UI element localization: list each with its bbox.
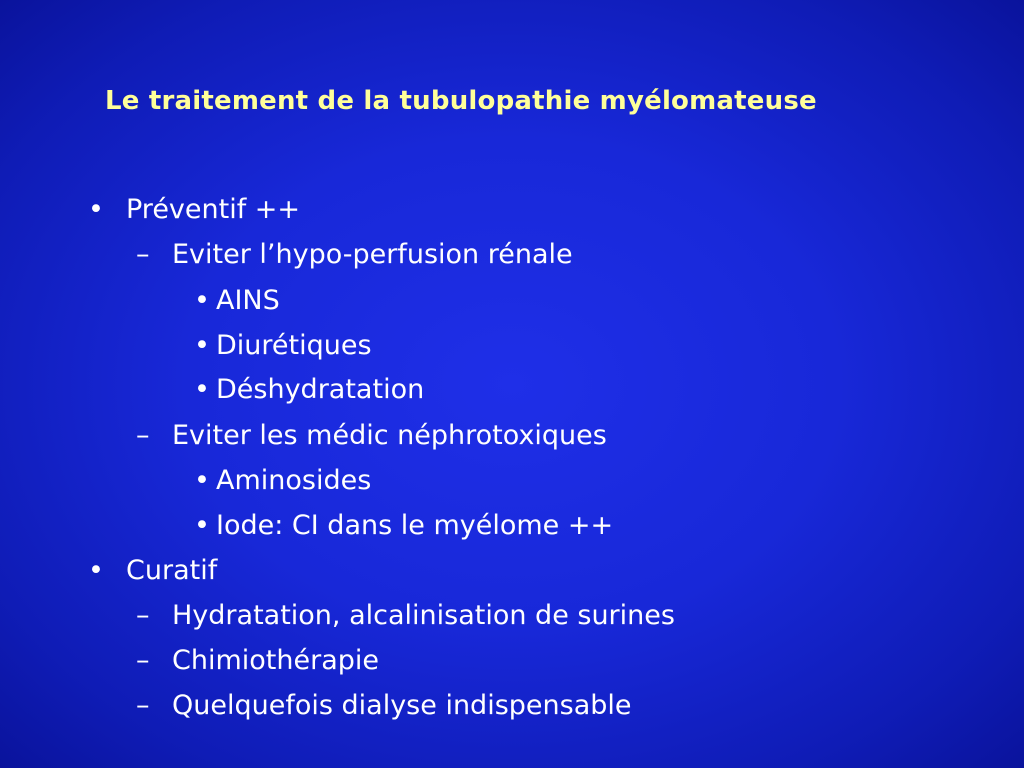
dash-marker: – [136,239,150,270]
bullet-preventif: Préventif ++ [126,194,301,225]
bullet-marker: • [194,374,210,405]
bullet-marker: • [88,194,104,225]
dash-marker: – [136,600,150,631]
slide-title: Le traitement de la tubulopathie myélomateuse [105,86,817,116]
subitem-chimiotherapie: Chimiothérapie [172,645,379,676]
bullet-marker: • [194,285,210,316]
bullet-marker: • [194,330,210,361]
dash-marker: – [136,420,150,451]
subsubitem-ains: AINS [216,285,280,316]
bullet-marker: • [194,510,210,541]
subsubitem-diuretiques: Diurétiques [216,330,372,361]
subitem-hydratation: Hydratation, alcalinisation de surines [172,600,675,631]
bullet-marker: • [194,465,210,496]
dash-marker: – [136,690,150,721]
subsubitem-aminosides: Aminosides [216,465,372,496]
bullet-curatif: Curatif [126,555,218,586]
subitem-hypoperfusion: Eviter l’hypo-perfusion rénale [172,239,573,270]
subitem-nephrotoxiques: Eviter les médic néphrotoxiques [172,420,607,451]
bullet-marker: • [88,555,104,586]
subsubitem-deshydratation: Déshydratation [216,374,425,405]
subitem-dialyse: Quelquefois dialyse indispensable [172,690,632,721]
dash-marker: – [136,645,150,676]
subsubitem-iode: Iode: CI dans le myélome ++ [216,510,614,541]
